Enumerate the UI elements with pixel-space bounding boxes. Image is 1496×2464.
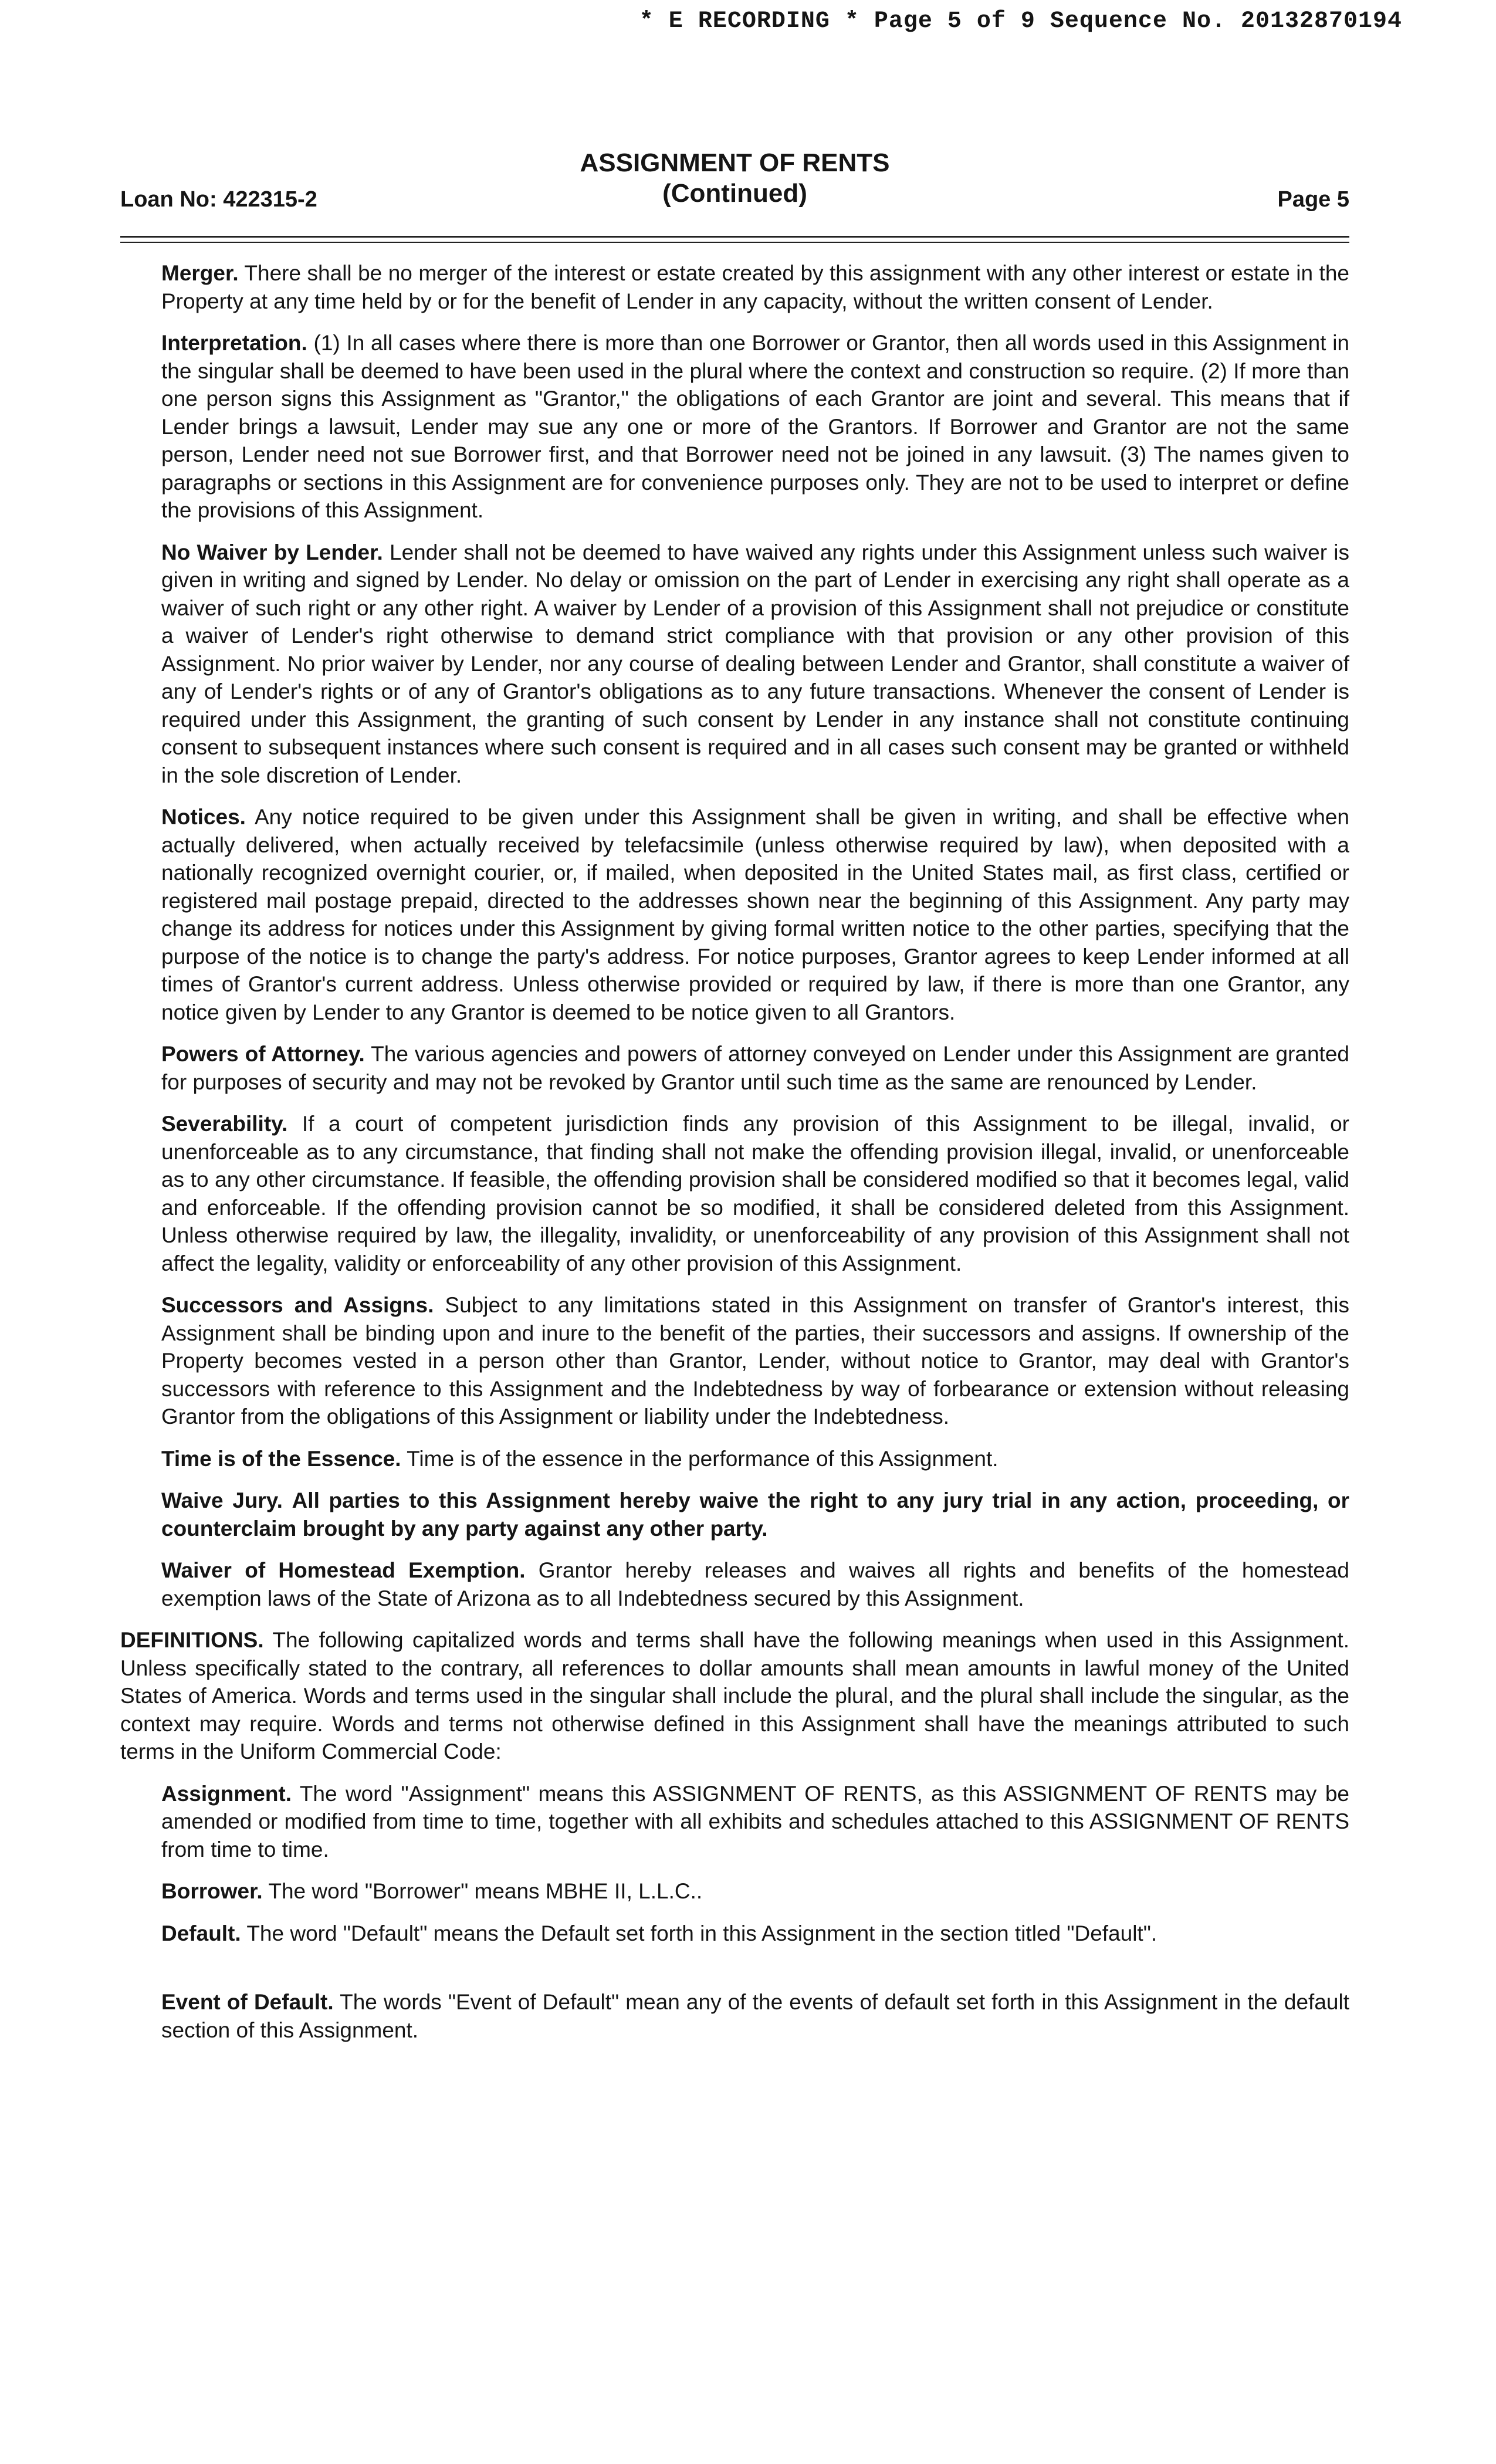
definition-text: The word "Assignment" means this ASSIGNMENT OF RENTS, as this ASSIGNMENT OF RENTS may be amended or modified from time to time, together with all exhibits and schedules attached to this ASSIGNMENT OF RENTS from time to time.: [161, 1781, 1349, 1861]
definition-term: Event of Default.: [161, 1990, 334, 2014]
section-merger: [161, 259, 1349, 315]
section-heading: Powers of Attorney.: [161, 1042, 365, 1066]
section-heading: Time is of the Essence.: [161, 1446, 401, 1471]
section-text: If a court of competent jurisdiction finds any provision of this Assignment to be illegal, invalid, or unenforceable as to any circumstance, that finding shall not make the offending provision illegal, invalid, or unenforceable as to any other circumstance. If feasible, the offending provision shall be considered modified so that it becomes legal, valid and enforceable. If the offending provision cannot be so modified, it shall be considered deleted from this Assignment. Unless otherwise required by law, the illegality, invalidity, or unenforceability of any provision of this Assignment shall not affect the legality, validity or enforceability of any other provision of this Assignment.: [161, 1112, 1350, 1275]
section-text: There shall be no merger of the interest or estate created by this assignment with any other interest or estate in the Property at any time held by or for the benefit of Lender in any capacity, without the written consent of Lender.: [161, 261, 1349, 313]
header-divider-top: [120, 236, 1349, 238]
section-heading: Successors and Assigns.: [161, 1293, 434, 1317]
section-text: (1) In all cases where there is more than one Borrower or Grantor, then all words used in this Assignment in the singular shall be deemed to have been used in the plural where the context and construction so require. (2) If more than one person signs this Assignment as "Grantor," the obligations of each Grantor are joint and several. This means that if Lender brings a lawsuit, Lender may sue any one or more of the Grantors. If Borrower and Grantor are not the same person, Lender need not sue Borrower first, and that Borrower need not be joined in any lawsuit. (3) The names given to paragraphs or sections in this Assignment are for convenience purposes only. They are not to be used to interpret or define the provisions of this Assignment.: [161, 331, 1350, 522]
definition-text: The word "Default" means the Default set forth in this Assignment in the section titled "Default".: [246, 1921, 1157, 1945]
section-text: Grantor hereby releases and waives all rights and benefits of the homestead exemption laws of the State of Arizona as to all Indebtedness secured by this Assignment.: [161, 1558, 1349, 1610]
section-no-waiver-by-lender: [161, 539, 1349, 790]
definition-term: Borrower.: [161, 1879, 263, 1903]
section-heading: DEFINITIONS.: [120, 1628, 264, 1652]
header-divider-bottom: [120, 242, 1349, 243]
section-text: Any notice required to be given under this Assignment shall be given in writing, and shall be effective when actually delivered, when actually received by telefacsimile (unless otherwise required by law), when deposited with a nationally recognized overnight courier, or, if mailed, when deposited in the United States mail, as first class, certified or registered mail postage prepaid, directed to the addresses shown near the beginning of this Assignment. Any party may change its address for notices under this Assignment by giving formal written notice to the other parties, specifying that the purpose of the notice is to change the party's address. For notice purposes, Grantor agrees to keep Lender informed at all times of Grantor's current address. Unless otherwise provided or required by law, if there is more than one Grantor, any notice given by Lender to any Grantor is deemed to be notice given to all Grantors.: [161, 805, 1349, 1024]
document-subtitle: (Continued): [662, 179, 807, 208]
definition-text: The word "Borrower" means MBHE II, L.L.C..: [268, 1879, 703, 1903]
definition-event-of-default: [161, 1988, 1349, 2044]
document-body: [120, 259, 1349, 2058]
definition-default: [161, 1920, 1349, 1948]
loan-number: Loan No: 422315-2: [120, 187, 317, 212]
section-waive-jury: [161, 1487, 1349, 1542]
section-heading: Waiver of Homestead Exemption.: [161, 1558, 526, 1582]
section-interpretation: [161, 329, 1349, 524]
section-text: Subject to any limitations stated in this Assignment on transfer of Grantor's interest, this Assignment shall be binding upon and inure to the benefit of the parties, their successors and assigns. If ownership of the Property becomes vested in a person other than Grantor, Lender, without notice to Grantor, may deal with Grantor's successors with reference to this Assignment and the Indebtedness by way of forbearance or extension without releasing Grantor from the obligations of this Assignment or liability under the Indebtedness.: [161, 1293, 1349, 1429]
section-heading: Waive Jury.: [161, 1488, 283, 1512]
section-text: The various agencies and powers of attorney conveyed on Lender under this Assignment are granted for purposes of security and may not be revoked by Grantor until such time as the same are renounced by Lender.: [161, 1042, 1349, 1094]
section-text: All parties to this Assignment hereby waive the right to any jury trial in any action, proceeding, or counterclaim brought by any party against any other party.: [161, 1488, 1350, 1541]
section-powers-of-attorney: [161, 1040, 1349, 1096]
section-heading: Severability.: [161, 1112, 288, 1136]
section-time-is-of-the-essence: [161, 1445, 1349, 1473]
definition-text: The words "Event of Default" mean any of the events of default set forth in this Assignment in the default section of this Assignment.: [161, 1990, 1349, 2042]
section-heading: No Waiver by Lender.: [161, 540, 383, 564]
section-waiver-of-homestead-exemption: [161, 1556, 1349, 1612]
section-heading: Notices.: [161, 805, 246, 829]
page-header: [120, 148, 1349, 218]
section-text: Time is of the essence in the performance of this Assignment.: [407, 1446, 999, 1471]
section-definitions: [120, 1626, 1349, 1766]
definition-term: Assignment.: [161, 1781, 292, 1806]
page-number: Page 5: [1277, 187, 1349, 212]
section-notices: [161, 803, 1349, 1026]
definition-term: Default.: [161, 1921, 241, 1945]
section-text: Lender shall not be deemed to have waived any rights under this Assignment unless such waiver is given in writing and signed by Lender. No delay or omission on the part of Lender in exercising any right shall operate as a waiver of such right or any other right. A waiver by Lender of a provision of this Assignment shall not prejudice or constitute a waiver of Lender's right otherwise to demand strict compliance with that provision or any other provision of this Assignment. No prior waiver by Lender, nor any course of dealing between Lender and Grantor, shall constitute a waiver of any of Lender's rights or of any of Grantor's obligations as to any future transactions. Whenever the consent of Lender is required under this Assignment, the granting of such consent by Lender in any instance shall not constitute continuing consent to subsequent instances where such consent is required and in all cases such consent may be granted or withheld in the sole discretion of Lender.: [161, 540, 1350, 787]
recording-stamp: * E RECORDING * Page 5 of 9 Sequence No. 20132870194: [639, 8, 1402, 35]
definition-borrower: [161, 1877, 1349, 1905]
document-title: ASSIGNMENT OF RENTS: [580, 148, 890, 177]
section-text: The following capitalized words and terms shall have the following meanings when used in this Assignment. Unless specifically stated to the contrary, all references to dollar amounts shall mean amounts in lawful money of the United States of America. Words and terms used in the singular shall include the plural, and the plural shall include the singular, as the context may require. Words and terms not otherwise defined in this Assignment shall have the meanings attributed to such terms in the Uniform Commercial Code:: [120, 1628, 1349, 1764]
section-severability: [161, 1110, 1349, 1277]
section-heading: Merger.: [161, 261, 239, 285]
section-heading: Interpretation.: [161, 331, 307, 355]
section-successors-and-assigns: [161, 1291, 1349, 1431]
definition-assignment: [161, 1780, 1349, 1864]
